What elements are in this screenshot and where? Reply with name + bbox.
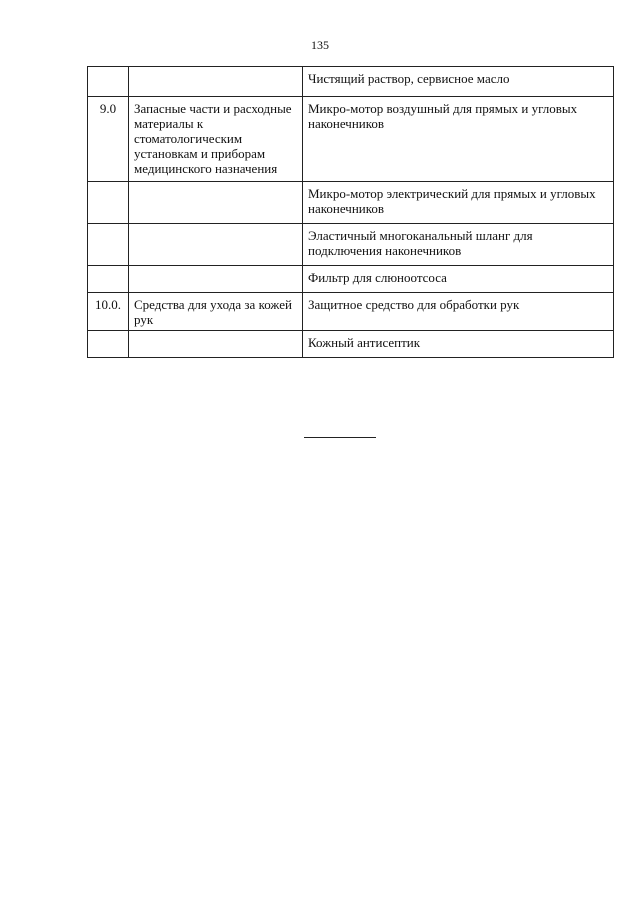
table-row (88, 293, 614, 331)
group-cell (129, 331, 303, 358)
row-number-cell (88, 182, 129, 224)
table-row (88, 266, 614, 293)
item-cell: Микро-мотор электрический для прямых и угловых наконечников (303, 182, 614, 224)
row-number-cell: 9.0 (88, 97, 129, 182)
row-number-cell (88, 266, 129, 293)
group-cell: Запасные части и расходные материалы к стоматологическим установкам и приборам медицинского назначения (129, 97, 303, 182)
table-row (88, 97, 614, 182)
item-cell: Эластичный многоканальный шланг для подключения наконечников (303, 224, 614, 266)
row-number-cell (88, 224, 129, 266)
item-cell: Кожный антисептик (303, 331, 614, 358)
table-row (88, 67, 614, 97)
item-cell: Микро-мотор воздушный для прямых и угловых наконечников (303, 97, 614, 182)
row-number-cell: 10.0. (88, 293, 129, 331)
group-cell (129, 224, 303, 266)
group-cell (129, 266, 303, 293)
item-cell: Чистящий раствор, сервисное масло (303, 67, 614, 97)
row-number-cell (88, 67, 129, 97)
end-of-document-rule (304, 437, 376, 438)
item-cell: Фильтр для слюноотсоса (303, 266, 614, 293)
table-row (88, 224, 614, 266)
row-number-cell (88, 331, 129, 358)
group-cell (129, 182, 303, 224)
table-row (88, 331, 614, 358)
group-cell (129, 67, 303, 97)
goods-table (87, 66, 614, 358)
group-cell: Средства для ухода за кожей рук (129, 293, 303, 331)
table-row (88, 182, 614, 224)
item-cell: Защитное средство для обработки рук (303, 293, 614, 331)
page-number: 135 (311, 38, 329, 52)
